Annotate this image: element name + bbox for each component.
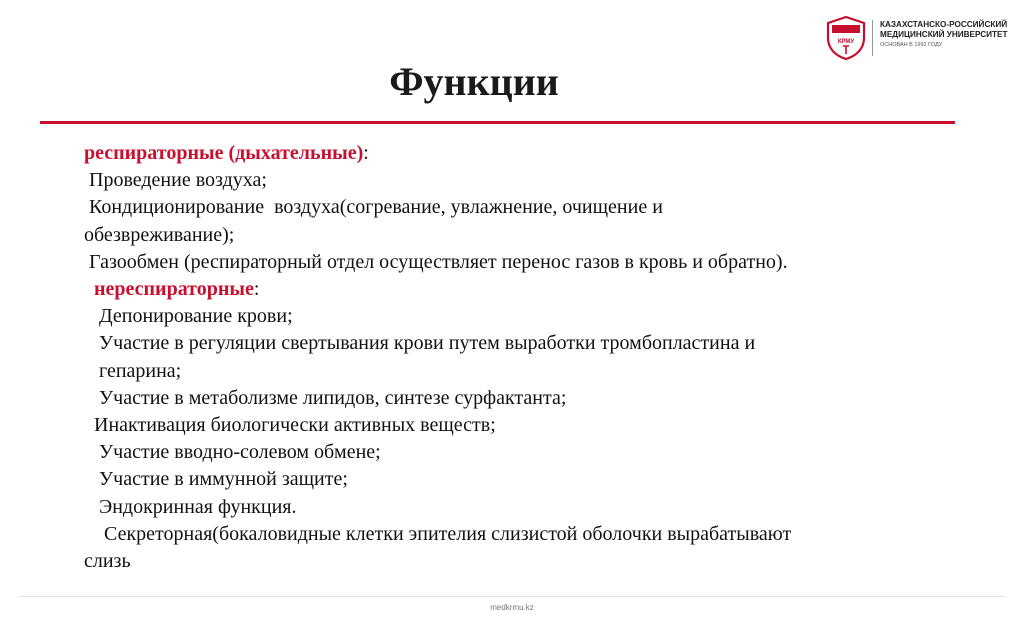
footer-url: medkrmu.kz — [490, 603, 534, 612]
line-text: гепарина; — [99, 359, 182, 382]
university-logo — [826, 16, 1016, 60]
line-text: Участие в метаболизме липидов, синтезе сурфактанта; — [99, 386, 567, 409]
slide-body — [84, 140, 964, 575]
body-line — [84, 494, 964, 521]
logo-name-line2: МЕДИЦИНСКИЙ УНИВЕРСИТЕТ — [880, 30, 1008, 39]
line-text: Газообмен (респираторный отдел осуществляет перенос газов в кровь и обратно). — [89, 250, 788, 273]
body-line — [84, 412, 964, 439]
logo-divider — [872, 20, 873, 56]
body-line — [84, 330, 964, 357]
section-heading: респираторные (дыхательные) — [84, 142, 364, 164]
body-line — [84, 167, 964, 194]
body-line — [84, 140, 964, 167]
body-line — [84, 276, 964, 303]
body-line — [84, 194, 964, 221]
line-indent — [84, 305, 99, 327]
line-text: Проведение воздуха; — [89, 169, 267, 192]
title-underline — [40, 121, 955, 124]
line-indent — [84, 496, 99, 518]
body-line — [84, 521, 964, 548]
body-line — [84, 385, 964, 412]
heading-colon: : — [363, 142, 369, 164]
line-text: слизь — [84, 550, 131, 573]
line-text: Кондиционирование воздуха(согревание, увлажнение, очищение и — [89, 196, 663, 219]
body-line — [84, 548, 964, 575]
body-line — [84, 303, 964, 330]
line-text: Эндокринная функция. — [99, 495, 297, 518]
section-heading: нереспираторные — [94, 278, 254, 301]
body-line — [84, 222, 964, 249]
body-line — [84, 249, 964, 276]
line-text: Участие в регуляции свертывания крови путем выработки тромбопластина и — [99, 332, 756, 355]
heading-colon: : — [253, 278, 260, 301]
line-text: Участие в иммунной защите; — [99, 468, 348, 491]
footer-divider — [20, 596, 1004, 597]
line-indent — [84, 387, 99, 409]
line-text: Участие вводно-солевом обмене; — [99, 441, 381, 464]
body-line — [84, 466, 964, 493]
line-indent — [84, 360, 99, 382]
logo-name — [880, 20, 1008, 40]
line-indent — [84, 441, 99, 463]
body-line — [84, 358, 964, 385]
line-text: Инактивация биологически активных веществ; — [94, 414, 496, 437]
logo-name-line1: КАЗАХСТАНСКО-РОССИЙСКИЙ — [880, 20, 1008, 29]
line-text: Депонирование крови; — [99, 305, 293, 328]
line-indent — [84, 523, 104, 545]
line-indent — [84, 414, 94, 436]
shield-icon — [826, 16, 866, 60]
body-line — [84, 439, 964, 466]
line-text: обезвреживание); — [84, 223, 235, 246]
logo-badge-text: КРМУ — [837, 39, 855, 45]
line-indent — [84, 332, 99, 354]
line-indent — [84, 468, 99, 490]
line-indent — [84, 278, 94, 300]
line-text: Секреторная(бокаловидные клетки эпителия слизистой оболочки вырабатывают — [104, 522, 792, 545]
logo-founded: ОСНОВАН В 1992 ГОДУ — [880, 42, 943, 48]
slide-title: Функции — [389, 59, 559, 104]
